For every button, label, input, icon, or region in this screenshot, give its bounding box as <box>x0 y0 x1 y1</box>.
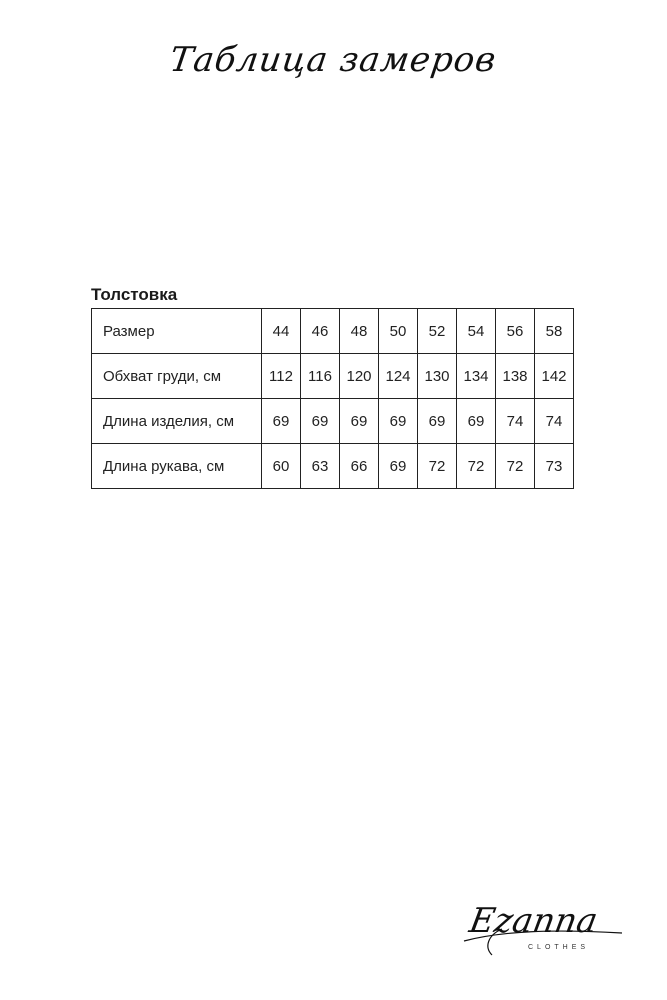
table-cell: 124 <box>379 354 418 399</box>
size-chart-table <box>91 308 574 489</box>
table-cell: 44 <box>262 309 301 354</box>
table-cell: 52 <box>418 309 457 354</box>
size-chart-body <box>92 309 574 489</box>
page-header <box>0 40 667 80</box>
table-cell: 74 <box>496 399 535 444</box>
table-cell: 46 <box>301 309 340 354</box>
table-cell: 69 <box>262 399 301 444</box>
table-cell: 116 <box>301 354 340 399</box>
row-label: Обхват груди, см <box>92 354 262 399</box>
table-cell: 69 <box>379 399 418 444</box>
table-cell: 60 <box>262 444 301 489</box>
table-row <box>92 399 574 444</box>
table-row <box>92 309 574 354</box>
table-cell: 56 <box>496 309 535 354</box>
table-cell: 72 <box>418 444 457 489</box>
table-cell: 54 <box>457 309 496 354</box>
page-title: Таблица замеров <box>167 40 500 80</box>
table-cell: 130 <box>418 354 457 399</box>
logo-subtitle: CLOTHES <box>528 944 590 951</box>
table-cell: 74 <box>535 399 574 444</box>
table-cell: 66 <box>340 444 379 489</box>
table-cell: 69 <box>379 444 418 489</box>
table-cell: 134 <box>457 354 496 399</box>
table-cell: 48 <box>340 309 379 354</box>
table-cell: 58 <box>535 309 574 354</box>
table-cell: 120 <box>340 354 379 399</box>
row-label: Длина изделия, см <box>92 399 262 444</box>
row-label: Длина рукава, см <box>92 444 262 489</box>
table-cell: 138 <box>496 354 535 399</box>
table-cell: 50 <box>379 309 418 354</box>
logo-wordmark: Ezanna <box>466 901 601 941</box>
table-cell: 69 <box>340 399 379 444</box>
section-title: Толстовка <box>91 285 178 304</box>
table-cell: 73 <box>535 444 574 489</box>
table-cell: 142 <box>535 354 574 399</box>
row-label: Размер <box>92 309 262 354</box>
table-row <box>92 354 574 399</box>
table-cell: 72 <box>496 444 535 489</box>
table-cell: 112 <box>262 354 301 399</box>
table-cell: 69 <box>301 399 340 444</box>
table-cell: 72 <box>457 444 496 489</box>
brand-logo <box>462 897 632 967</box>
table-row <box>92 444 574 489</box>
table-cell: 63 <box>301 444 340 489</box>
table-cell: 69 <box>457 399 496 444</box>
table-cell: 69 <box>418 399 457 444</box>
